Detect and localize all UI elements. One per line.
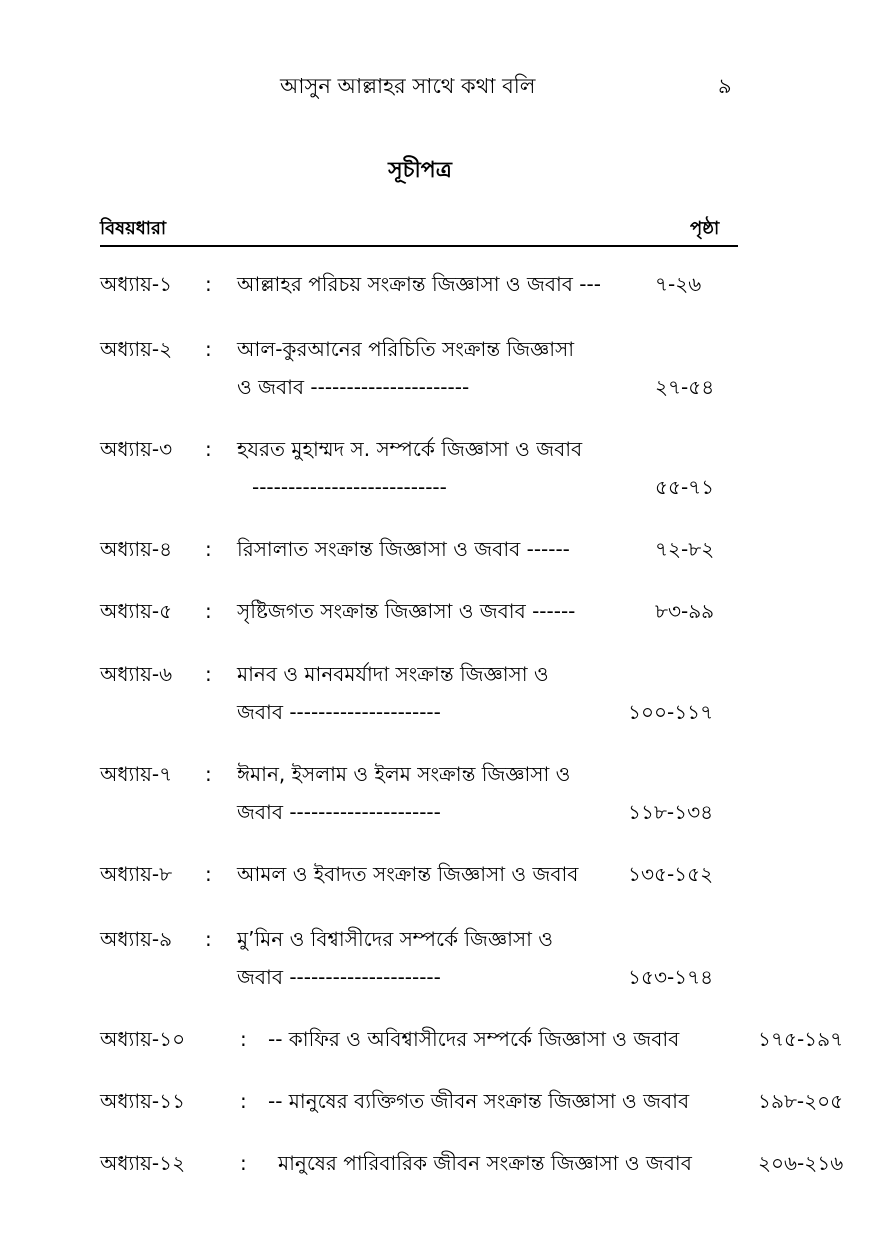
- page-range: ১৩৫-১৫২: [628, 862, 714, 886]
- chapter-title: আল-কুরআনের পরিচিতি সংক্রান্ত জিজ্ঞাসা: [237, 337, 575, 361]
- page-range: ৭২-৮২: [655, 537, 715, 561]
- chapter-label: অধ্যায়-৫: [100, 599, 173, 623]
- chapter-colon: :: [240, 1151, 247, 1175]
- chapter-colon: :: [205, 537, 212, 561]
- chapter-colon: :: [240, 1027, 247, 1051]
- toc-entry: [0, 755, 870, 835]
- chapter-title: -- মানুষের ব্যক্তিগত জীবন সংক্রান্ত জিজ্ঞাসা ও জবাব: [268, 1089, 690, 1113]
- chapter-title: -- কাফির ও অবিশ্বাসীদের সম্পর্কে জিজ্ঞাসা ও জবাব: [268, 1027, 680, 1051]
- chapter-title: হযরত মুহাম্মদ স. সম্পর্কে জিজ্ঞাসা ও জবাব: [237, 437, 583, 461]
- chapter-title-continued: জবাব ---------------------: [237, 700, 441, 724]
- toc-entry: [0, 1020, 870, 1060]
- toc-entry: [0, 655, 870, 735]
- chapter-title: ঈমান, ইসলাম ও ইলম সংক্রান্ত জিজ্ঞাসা ও: [237, 762, 571, 786]
- chapter-label: অধ্যায়-৭: [100, 762, 173, 786]
- toc-entry: [0, 592, 870, 632]
- toc-entry: [0, 330, 870, 410]
- chapter-colon: :: [205, 762, 212, 786]
- chapter-label: অধ্যায়-৪: [100, 537, 173, 561]
- chapter-title: আমল ও ইবাদত সংক্রান্ত জিজ্ঞাসা ও জবাব: [237, 862, 579, 886]
- chapter-colon: :: [205, 862, 212, 886]
- page-range: ৭-২৬: [655, 272, 702, 296]
- page-range: ২০৬-২১৬: [758, 1151, 844, 1175]
- page-range: ১৯৮-২০৫: [758, 1089, 844, 1113]
- toc-entry: [0, 1082, 870, 1122]
- chapter-label: অধ্যায়-৯: [100, 927, 173, 951]
- page-range: ২৭-৫৪: [655, 375, 715, 399]
- chapter-label: অধ্যায়-২: [100, 337, 173, 361]
- page-range: ৫৫-৭১: [655, 475, 715, 499]
- chapter-title-continued: জবাব ---------------------: [237, 800, 441, 824]
- chapter-title-continued: জবাব ---------------------: [237, 965, 441, 989]
- chapter-colon: :: [205, 437, 212, 461]
- column-header-contents: বিষয়ধারা: [100, 218, 167, 239]
- chapter-label: অধ্যায়-১১: [100, 1089, 186, 1113]
- chapter-title: মানব ও মানবমর্যাদা সংক্রান্ত জিজ্ঞাসা ও: [237, 662, 549, 686]
- chapter-colon: :: [205, 599, 212, 623]
- chapter-colon: :: [205, 662, 212, 686]
- chapter-label: অধ্যায়-১২: [100, 1151, 186, 1175]
- page-range: ১০০-১১৭: [628, 700, 714, 724]
- chapter-title-continued: ও জবাব ----------------------: [237, 375, 470, 399]
- chapter-label: অধ্যায়-৮: [100, 862, 173, 886]
- chapter-colon: :: [205, 927, 212, 951]
- chapter-title: মানুষের পারিবারিক জীবন সংক্রান্ত জিজ্ঞাসা ও জবাব: [278, 1151, 692, 1175]
- chapter-label: অধ্যায়-১০: [100, 1027, 186, 1051]
- toc-entry: [0, 920, 870, 1000]
- chapter-label: অধ্যায়-৩: [100, 437, 173, 461]
- running-title: আসুন আল্লাহর সাথে কথা বলি: [280, 74, 536, 98]
- column-header-page: পৃষ্ঠা: [690, 218, 720, 239]
- toc-heading: সূচীপত্র: [388, 158, 452, 183]
- chapter-title: আল্লাহর পরিচয় সংক্রান্ত জিজ্ঞাসা ও জবাব ---: [237, 272, 601, 296]
- page-number: ৯: [718, 74, 732, 98]
- page-range: ১৭৫-১৯৭: [758, 1027, 844, 1051]
- header-divider: [100, 245, 738, 247]
- chapter-title: সৃষ্টিজগত সংক্রান্ত জিজ্ঞাসা ও জবাব ------: [237, 599, 576, 623]
- chapter-title: মু’মিন ও বিশ্বাসীদের সম্পর্কে জিজ্ঞাসা ও: [237, 927, 553, 951]
- chapter-colon: :: [205, 272, 212, 296]
- page-range: ১৫৩-১৭৪: [628, 965, 714, 989]
- toc-entry: [0, 430, 870, 510]
- chapter-colon: :: [240, 1089, 247, 1113]
- toc-entry: [0, 530, 870, 570]
- chapter-title-continued: ---------------------------: [252, 475, 447, 499]
- toc-entry: [0, 265, 870, 305]
- chapter-colon: :: [205, 337, 212, 361]
- chapter-label: অধ্যায়-১: [100, 272, 173, 296]
- chapter-label: অধ্যায়-৬: [100, 662, 173, 686]
- page-range: ৮৩-৯৯: [655, 599, 715, 623]
- toc-entry: [0, 855, 870, 895]
- chapter-title: রিসালাত সংক্রান্ত জিজ্ঞাসা ও জবাব ------: [237, 537, 570, 561]
- page-range: ১১৮-১৩৪: [628, 800, 714, 824]
- toc-entry: [0, 1144, 870, 1184]
